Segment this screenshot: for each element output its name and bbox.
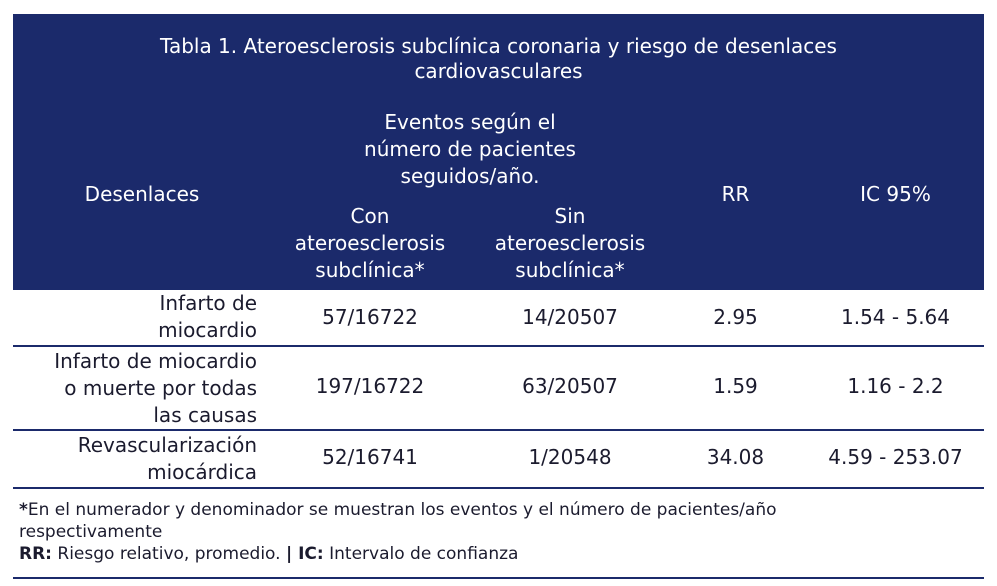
- cell-sin: 63/20507: [522, 374, 618, 398]
- row-label-line: o muerte por todas: [64, 376, 257, 400]
- header-con-line: Con: [350, 204, 390, 228]
- header-desenlaces: Desenlaces: [84, 182, 200, 206]
- cell-con: 52/16741: [322, 445, 418, 469]
- cell-ic: 4.59 - 253.07: [828, 445, 963, 469]
- cell-rr: 1.59: [713, 374, 758, 398]
- header-sin-line: subclínica*: [515, 258, 625, 282]
- ic-abbr: IC:: [292, 544, 324, 564]
- header-events-group: [265, 109, 675, 190]
- header-group-line: número de pacientes: [364, 137, 576, 161]
- table-row: [13, 290, 984, 347]
- footnote-text: En el numerador y denominador se muestran los eventos y el número de pacientes/año: [27, 500, 777, 520]
- cell-con: 57/16722: [322, 305, 418, 329]
- cell-ic: 1.16 - 2.2: [847, 374, 944, 398]
- header-sin-line: Sin: [554, 204, 586, 228]
- footnote-abbreviations: [19, 543, 984, 565]
- header-con-line: ateroesclerosis: [294, 231, 446, 255]
- row-label-line: Infarto de miocardio: [54, 349, 257, 373]
- footnote-star: *: [19, 500, 28, 520]
- cell-rr: 34.08: [706, 445, 765, 469]
- table-footnote: [13, 489, 984, 579]
- rr-abbr: RR:: [19, 544, 52, 564]
- footnote-text: respectivamente: [19, 522, 163, 542]
- title-line-2: cardiovasculares: [414, 59, 583, 83]
- results-table: [13, 14, 984, 579]
- header-group-line: Eventos según el: [384, 110, 556, 134]
- row-label-line: las causas: [153, 403, 257, 427]
- table-row: [13, 347, 984, 431]
- footnote-line: [19, 499, 984, 521]
- row-label-line: miocárdica: [147, 460, 257, 484]
- row-label-line: Revascularización: [77, 433, 257, 457]
- header-con: [265, 203, 475, 284]
- row-label: [78, 432, 257, 486]
- row-label-line: Infarto de: [159, 291, 257, 315]
- row-label: [158, 290, 257, 344]
- header-sin-line: ateroesclerosis: [494, 231, 646, 255]
- cell-sin: 14/20507: [522, 305, 618, 329]
- table-row: [13, 431, 984, 489]
- header-rr: RR: [721, 182, 750, 206]
- row-label: [54, 348, 257, 429]
- header-ic: IC 95%: [860, 182, 931, 206]
- rr-text: Riesgo relativo, promedio.: [51, 544, 286, 564]
- header-group-line: seguidos/año.: [400, 164, 540, 188]
- title-line-1: Tabla 1. Ateroesclerosis subclínica coronaria y riesgo de desenlaces: [160, 34, 837, 58]
- cell-ic: 1.54 - 5.64: [841, 305, 950, 329]
- cell-sin: 1/20548: [528, 445, 612, 469]
- table-header: [13, 14, 984, 290]
- header-sin: [465, 203, 675, 284]
- cell-rr: 2.95: [713, 305, 758, 329]
- cell-con: 197/16722: [315, 374, 425, 398]
- header-con-line: subclínica*: [315, 258, 425, 282]
- separator: |: [285, 544, 293, 564]
- row-label-line: miocardio: [158, 318, 257, 342]
- table-title: [13, 34, 984, 84]
- ic-text: Intervalo de confianza: [323, 544, 519, 564]
